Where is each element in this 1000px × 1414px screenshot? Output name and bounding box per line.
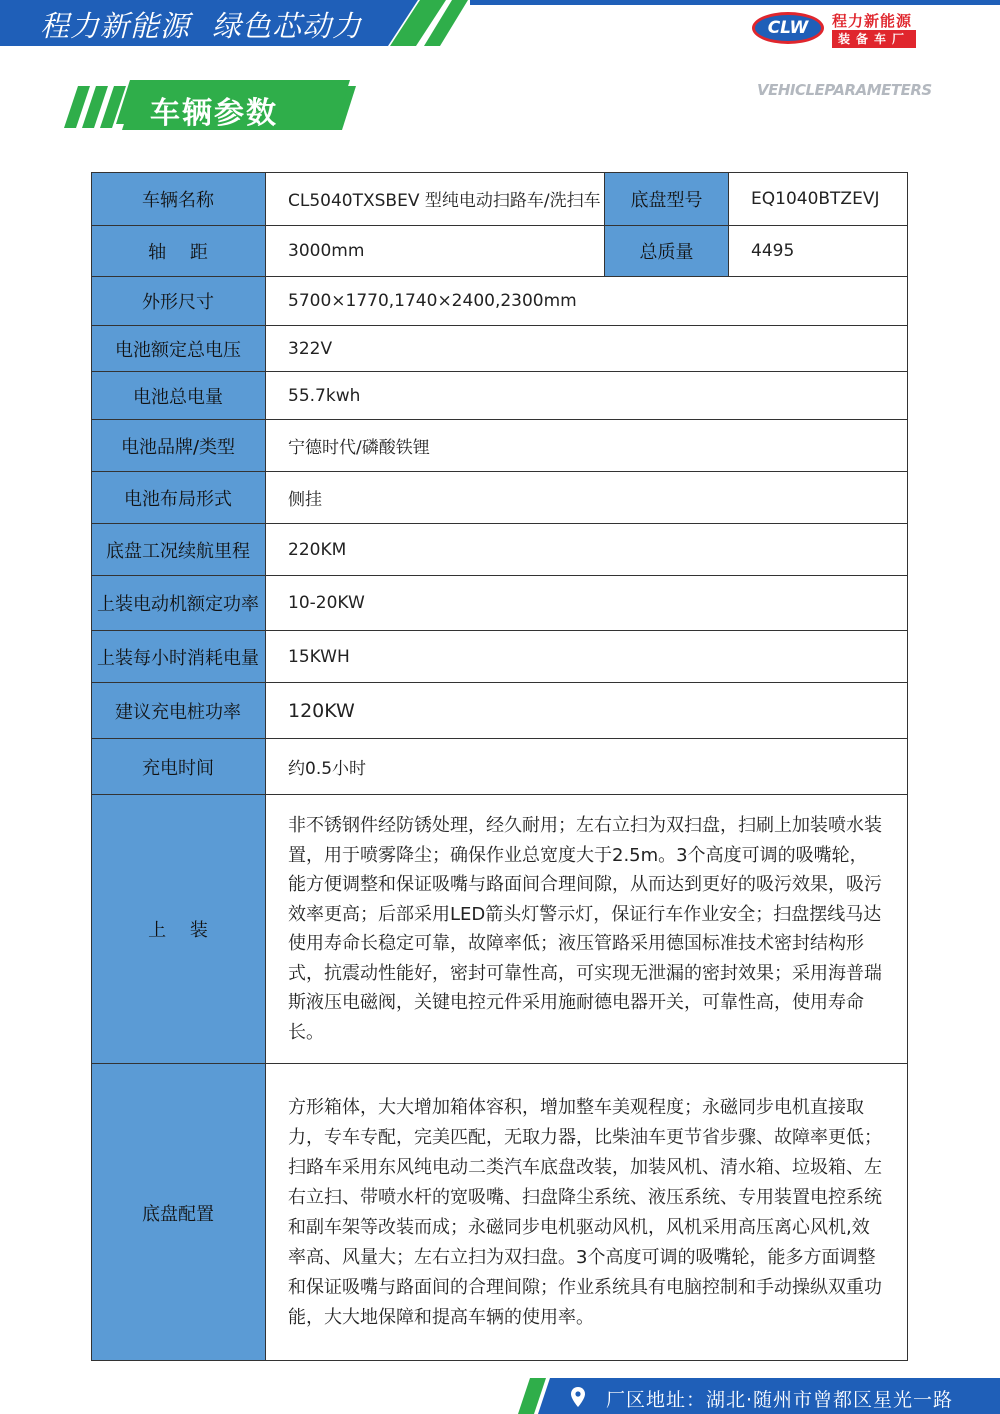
value-motor-power: 10-20KW [288, 593, 365, 613]
value-range: 220KM [288, 539, 347, 560]
logo-name: 程力新能源 [832, 12, 913, 30]
label-wheelbase: 轴 距 [91, 226, 265, 276]
table-row-battery-capacity [91, 372, 908, 419]
table-row-battery-layout [91, 472, 908, 523]
value-vehicle-name: CL5040TXSBEV 型纯电动扫路车/洗扫车 [288, 191, 601, 211]
grid-line [91, 276, 908, 277]
label-chassis-config: 底盘配置 [91, 1064, 265, 1361]
grid-line [91, 794, 908, 795]
table-row-body [91, 795, 908, 1063]
grid-line [91, 419, 908, 420]
table-row-charger-power [91, 683, 908, 738]
grid-line [91, 371, 908, 372]
table-row-wheelbase [91, 226, 908, 276]
slogan-part-1: 程力新能源 [40, 9, 191, 43]
label-charger-power: 建议充电桩功率 [91, 683, 265, 738]
grid-line [728, 172, 729, 276]
label-dimensions: 外形尺寸 [91, 277, 265, 325]
section-title-en: VEHICLEPARAMETERS [757, 81, 932, 99]
value-charger-power: 120KW [288, 699, 355, 722]
label-body: 上 装 [91, 795, 265, 1063]
label-battery-capacity: 电池总电量 [91, 372, 265, 419]
vehicle-parameters-table [91, 172, 908, 1361]
table-row-vehicle-name [91, 172, 908, 225]
slogan [40, 4, 362, 45]
table-row-charge-time [91, 739, 908, 794]
value-chassis-config: 方形箱体，大大增加箱体容积，增加整车美观程度；永磁同步电机直接取力，专车专配，完美匹配，无取力器，比柴油车更节省步骤、故障率更低；扫路车采用东风纯电动二类汽车底盘改装，加装风机、清水箱、垃圾箱、左右立扫、带喷水杆的宽吸嘴、扫盘降尘系统、液压系统、专用装置电控系统和副车架等改装而成；永磁同步电机驱动风机，风机采用高压离心风机,效率高、风量大；左右立扫为双扫盘。3个高度可调的吸嘴轮，能多方面调整和保证吸嘴与路面间的合理间隙；作业系统具有电脑控制和手动操纵双重功能，大大地保障和提高车辆的使用率。 [288, 1096, 882, 1328]
label-battery-voltage: 电池额定总电压 [91, 326, 265, 371]
slogan-part-2: 绿色芯动力 [212, 9, 363, 43]
label-hourly-consumption: 上装每小时消耗电量 [91, 631, 265, 682]
logo-subtitle: 装备车厂 [832, 30, 916, 48]
grid-line [91, 1063, 908, 1064]
value-battery-voltage: 322V [288, 338, 333, 359]
table-row-motor-power [91, 576, 908, 630]
grid-line [91, 471, 908, 472]
value-dimensions: 5700×1770,1740×2400,2300mm [288, 291, 577, 311]
value-chassis-model: EQ1040BTZEVJ [751, 188, 880, 209]
value-hourly-consumption: 15KWH [288, 646, 350, 667]
factory-address: 厂区地址：湖北·随州市曾都区星光一路 [606, 1389, 954, 1411]
location-pin-icon [571, 1387, 585, 1407]
label-battery-layout: 电池布局形式 [91, 472, 265, 523]
value-battery-layout: 侧挂 [288, 490, 322, 510]
value-battery-brand: 宁德时代/磷酸铁锂 [288, 438, 430, 458]
section-title: 车辆参数 [150, 96, 278, 131]
value-charge-time: 约0.5小时 [288, 759, 367, 779]
grid-line [91, 682, 908, 683]
label-chassis-model: 底盘型号 [605, 172, 728, 225]
label-motor-power: 上装电动机额定功率 [91, 576, 265, 630]
table-row-dimensions [91, 277, 908, 325]
label-battery-brand: 电池品牌/类型 [91, 420, 265, 471]
grid-line [91, 225, 908, 226]
table-row-battery-brand [91, 420, 908, 471]
grid-line [91, 523, 908, 524]
logo-mark: CLW [752, 12, 824, 44]
table-row-chassis-config [91, 1064, 908, 1361]
grid-line [604, 172, 605, 276]
grid-line [91, 325, 908, 326]
value-total-mass: 4495 [751, 241, 795, 261]
table-row-range [91, 524, 908, 575]
value-battery-capacity: 55.7kwh [288, 385, 361, 406]
grid-line [91, 575, 908, 576]
label-total-mass: 总质量 [605, 226, 728, 276]
value-body: 非不锈钢件经防锈处理，经久耐用；左右立扫为双扫盘，扫刷上加装喷水装置，用于喷雾降尘；确保作业总宽度大于2.5m。3个高度可调的吸嘴轮，能方便调整和保证吸嘴与路面间合理间隙，从而达到更好的吸污效果，吸污效率更高；后部采用LED箭头灯警示灯，保证行车作业安全；扫盘摆线马达使用寿命长稳定可靠，故障率低；液压管路采用德国标准技术密封结构形式，抗震动性能好，密封可靠性高，可实现无泄漏的密封效果；采用海普瑞斯液压电磁阀，关键电控元件采用施耐德电器开关，可靠性高，使用寿命长。 [288, 815, 882, 1043]
company-logo [752, 8, 932, 48]
grid-line [91, 630, 908, 631]
grid-line [265, 172, 266, 1361]
label-range: 底盘工况续航里程 [91, 524, 265, 575]
label-vehicle-name: 车辆名称 [91, 172, 265, 225]
table-row-battery-voltage [91, 326, 908, 371]
grid-line [91, 738, 908, 739]
table-row-hourly-consumption [91, 631, 908, 682]
label-charge-time: 充电时间 [91, 739, 265, 794]
value-wheelbase: 3000mm [288, 241, 365, 261]
